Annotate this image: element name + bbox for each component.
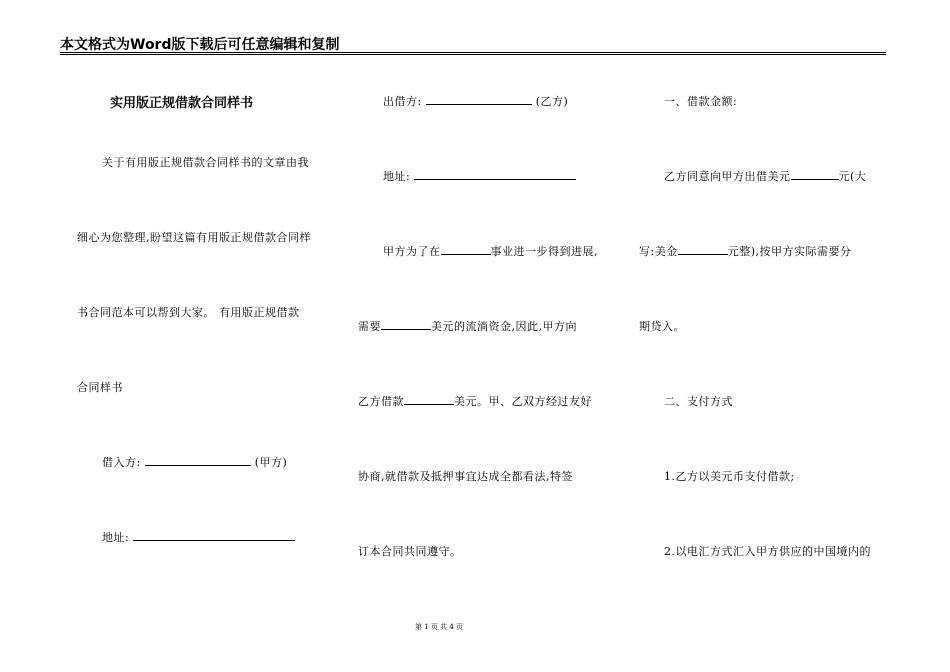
col3-line-2 [639,243,852,259]
loan-amount-blank [404,394,454,405]
borrower-blank [145,455,251,466]
lender-line [383,93,568,109]
col2-line-2 [358,318,577,334]
col2-line-1-post: 事业进一步得到进展, [490,245,598,258]
col2-line-3-post: 美元。甲、乙双方经过友好 [454,395,592,408]
document-title: 实用版正规借款合同样书 [110,96,254,111]
col1-line-2: 细心为您整理,盼望这篇有用版正规借款合同样 [77,231,311,244]
borrower-address-blank [133,530,295,541]
page-footer: 第 1 页 共 4 页 [415,623,464,631]
col1-line-1: 关于有用版正规借款合同样书的文章由我 [102,156,309,169]
col2-line-2-post: 美元的流淌资金,因此,甲方向 [431,320,577,333]
header-title: 本文格式为Word版下载后可任意编辑和复制 [60,37,340,53]
payment-item-1: 1.乙方以美元币支付借款; [664,470,795,483]
col1-line-4: 合同样书 [77,381,123,394]
lender-suffix: (乙方) [535,95,569,108]
usd-capital-blank [678,244,728,255]
col2-line-4: 协商,就借款及抵押事宜达成全都看法,特签 [358,470,573,483]
lender-address-blank [414,169,576,180]
col2-line-1 [383,243,598,259]
section-2-heading: 二、支付方式 [664,395,733,408]
lender-label: 出借方: [383,95,422,108]
col2-line-1-pre: 甲方为了在 [383,245,441,258]
col1-line-3: 书合同范本可以帮到大家。 有用版正规借款 [77,306,300,319]
section-1-heading: 一、借款金额: [664,95,738,108]
capital-amount-blank [381,319,431,330]
header-rule-double [60,54,886,55]
col2-line-3 [358,393,592,409]
col3-line-1-post: 元(大 [838,170,867,183]
borrower-line [102,454,287,470]
payment-item-2: 2.以电汇方式汇入甲方供应的中国境内的 [664,545,871,558]
lender-address-label: 地址: [383,170,411,183]
borrower-address-line [102,529,295,545]
col3-line-2-post: 元整),按甲方实际需要分 [727,245,852,258]
col2-line-5: 订本合同共同遵守。 [358,545,462,558]
business-blank [441,244,491,255]
col2-line-3-pre: 乙方借款 [358,395,404,408]
usd-amount-blank [791,169,839,180]
borrower-address-label: 地址: [102,531,130,544]
header-rule [60,52,886,53]
col3-line-1 [664,168,866,184]
borrower-suffix: (甲方) [254,456,288,469]
col3-line-1-pre: 乙方同意向甲方出借美元 [664,170,791,183]
col3-line-2-pre: 写:美金 [639,245,678,258]
col3-line-3: 期贷入。 [639,320,685,333]
lender-blank [426,94,532,105]
col2-line-2-pre: 需要 [358,320,381,333]
borrower-label: 借入方: [102,456,141,469]
lender-address-line [383,168,576,184]
